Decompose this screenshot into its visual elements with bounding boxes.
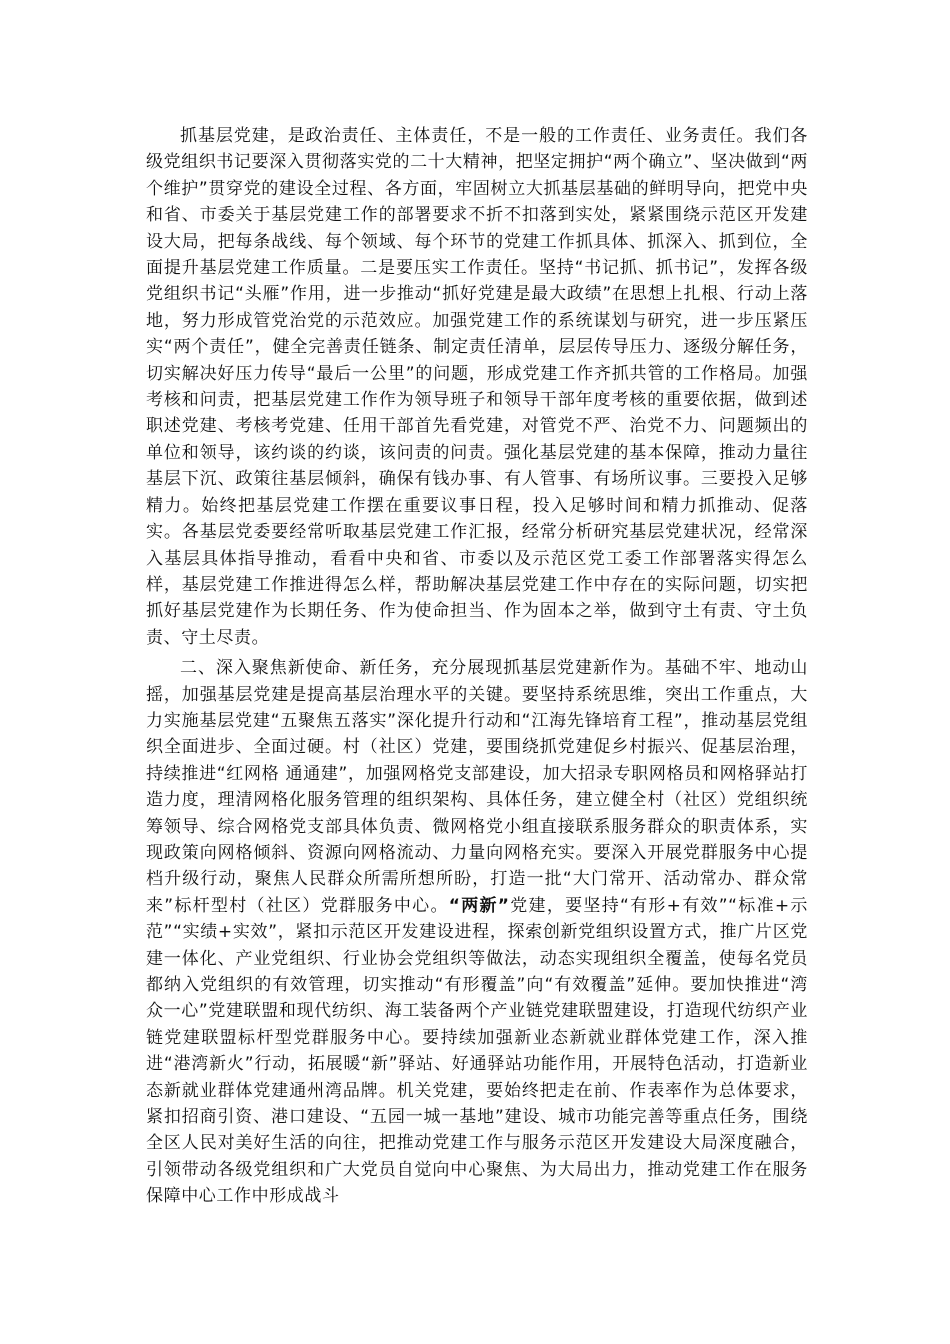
two-new-party-building-term: “两新” <box>448 895 510 916</box>
paragraph-new-mission-part-1: 二、深入聚焦新使命、新任务，充分展现抓基层党建新作为。基础不牢、地动山摇，加强基层党建是提高基层治理水平的关键。要坚持系统思维，突出工作重点，大力实施基层党建“五聚焦五落实”深化提升行动和“江海先锋培育工程”，推动基层党组织全面进步、全面过硬。村（社区）党建，要围绕抓党建促乡村振兴、促基层治理，持续推进“红网格 通通建”，加强网格党支部建设，加大招录专职网格员和网格驿站打造力度，理清网格化服务管理的组织架构、具体任务，建立健全村（社区）党组织统筹领导、综合网格党支部具体负责、微网格党小组直接联系服务群众的职责体系，实现政策向网格倾斜、资源向网格流动、力量向网格充实。要深入开展党群服务中心提档升级行动，聚焦人民群众所需所想所盼，打造一批“大门常开、活动常办、群众常来”标杆型村（社区）党群服务中心。 <box>146 658 808 916</box>
paragraph-responsibility: 抓基层党建，是政治责任、主体责任，不是一般的工作责任、业务责任。我们各级党组织书记要深入贯彻落实党的二十大精神，把坚定拥护“两个确立”、坚决做到“两个维护”贯穿党的建设全过程、各方面，牢固树立大抓基层基础的鲜明导向，把党中央和省、市委关于基层党建工作的部署要求不折不扣落到实处，紧紧围绕示范区开发建设大局，把每条战线、每个领域、每个环节的党建工作抓具体、抓深入、抓到位，全面提升基层党建工作质量。二是要压实工作责任。坚持“书记抓、抓书记”，发挥各级党组织书记“头雁”作用，进一步推动“抓好党建是最大政绩”在思想上扎根、行动上落地，努力形成管党治党的示范效应。加强党建工作的系统谋划与研究，进一步压紧压实“两个责任”，健全完善责任链条、制定责任清单，层层传导压力、逐级分解任务，切实解决好压力传导“最后一公里”的问题，形成党建工作齐抓共管的工作格局。加强考核和问责，把基层党建工作作为领导班子和领导干部年度考核的重要依据，做到述职述党建、考核考党建、任用干部首先看党建，对管党不严、治党不力、问题频出的单位和领导，该约谈的约谈，该问责的问责。强化基层党建的基本保障，推动力量往基层下沉、政策往基层倾斜，确保有钱办事、有人管事、有场所议事。三要投入足够精力。始终把基层党建工作摆在重要议事日程，投入足够时间和精力抓推动、促落实。各基层党委要经常听取基层党建工作汇报，经常分析研究基层党建状况，经常深入基层具体指导推动，看看中央和省、市委以及示范区党工委工作部署落实得怎么样，基层党建工作推进得怎么样，帮助解决基层党建工作中存在的实际问题，切实把抓好基层党建作为长期任务、作为使命担当、作为固本之举，做到守土有责、守土负责、守土尽责。 <box>146 126 808 648</box>
paragraph-new-mission <box>146 655 808 1210</box>
document-body <box>146 123 808 1210</box>
paragraph-new-mission-part-2: 党建，要坚持“有形+有效”“标准+示范”“实绩+实效”，紧扣示范区开发建设进程，探索创新党组织设置方式，推广片区党建一体化、产业党组织、行业协会党组织等做法，动态实现组织全覆盖，使每名党员都纳入党组织的有效管理，切实推动“有形覆盖”向“有效覆盖”延伸。要加快推进“湾众一心”党建联盟和现代纺织、海工装备两个产业链党建联盟建设，打造现代纺织产业链党建联盟标杆型党群服务中心。要持续加强新业态新就业群体党建工作，深入推进“港湾新火”行动，拓展暖“新”驿站、好通驿站功能作用，开展特色活动，打造新业态新就业群体党建通州湾品牌。机关党建，要始终把走在前、作表率作为总体要求，紧扣招商引资、港口建设、“五园一城一基地”建设、城市功能完善等重点任务，围绕全区人民对美好生活的向往，把推动党建工作与服务示范区开发建设大局深度融合，引领带动各级党组织和广大党员自觉向中心聚焦、为大局出力，推动党建工作在服务保障中心工作中形成战斗 <box>146 895 808 1207</box>
